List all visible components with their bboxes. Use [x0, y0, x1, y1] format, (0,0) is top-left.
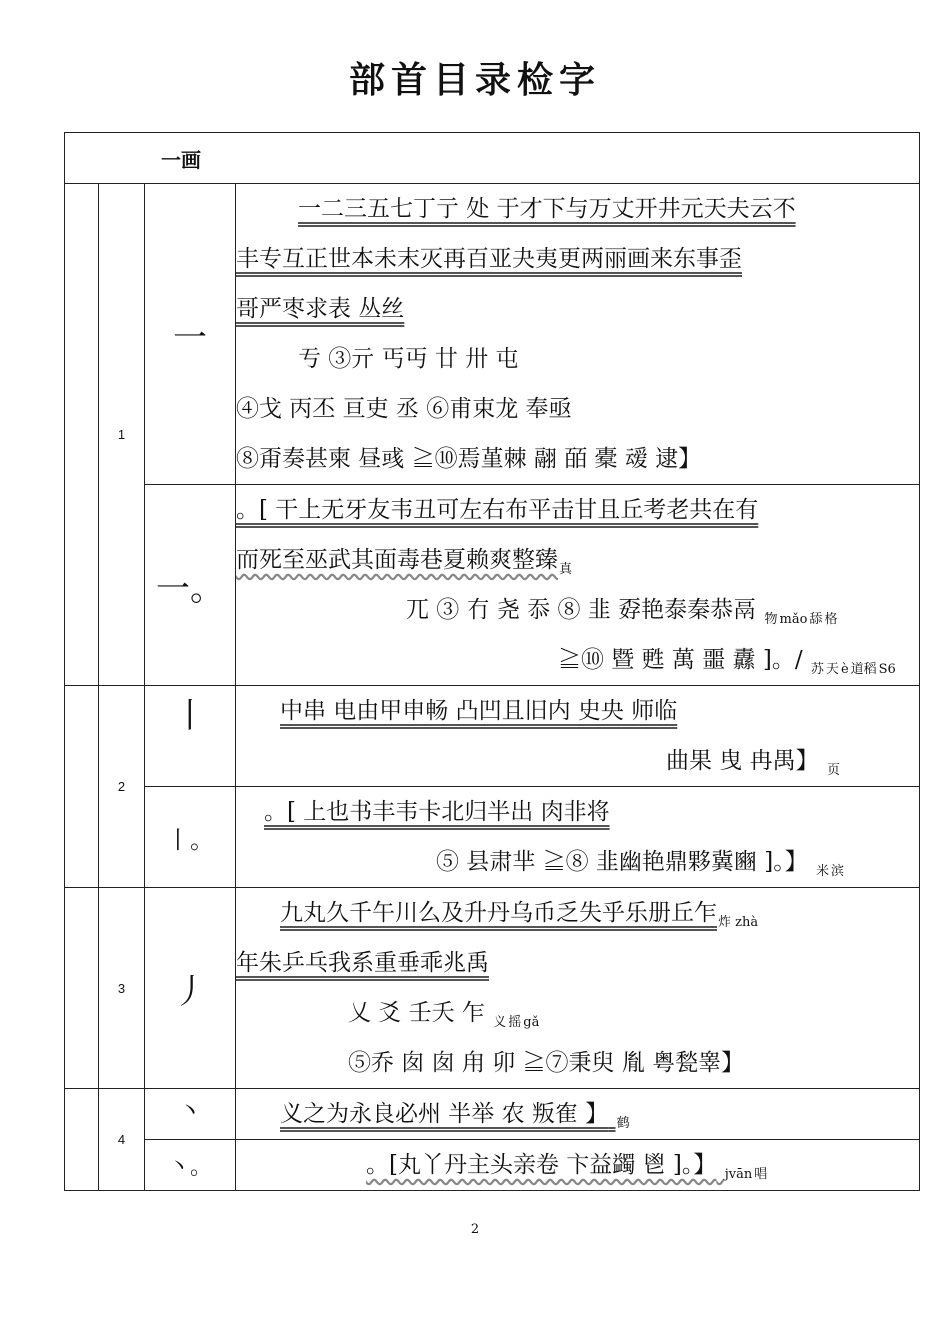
radical-index-table — [64, 132, 920, 1191]
stroke-header: 一画 — [65, 133, 920, 184]
radical: 丶。 — [145, 1140, 236, 1191]
table-row — [65, 686, 920, 787]
char-list: 。[丸丫丹主头亲卷 卞益蠲 鬯 ]。】 jvān 唱 — [236, 1140, 920, 1191]
table-row — [65, 1089, 920, 1140]
page-number: 2 — [470, 1222, 480, 1237]
radical: 丨。 — [145, 787, 236, 888]
char-list: 九丸久千午川么及升丹乌币乏失乎乐册丘乍炸 zhà 年朱乒乓我系重垂乖兆禹 乂 爻 壬夭 乍 义 摇 gǎ ⑤乔 囱 囱 甪 卯 ≧⑦秉臾 胤 粤甃睾】 — [236, 888, 920, 1089]
table-row — [65, 184, 920, 485]
char-list: 一二三五七丁亍 处 于才下与万丈开井元天夫云不 丰专互正世本未末灭再百亚夬夷更两丽画来东事歪 哥严枣求表 丛丝 亐 ③亓 丐丏 廿 卅 屯 ④戈 丙丕 亘吏 丞 ⑥甫束龙 奉亟 ⑧甭奏甚柬 昼彧 ≧⑩焉堇棘 翮 皕 橐 叆 逮】 — [236, 184, 920, 485]
row-number: 2 — [99, 686, 145, 888]
radical: 一。 — [145, 485, 236, 686]
row-number: 4 — [99, 1089, 145, 1191]
char-list: 。[ 干上无牙友韦丑可左右布平击甘且丘考老共在有 而死至巫武其面毒巷夏赖爽整臻真 兀 ③ 冇 尧 忝 ⑧ 韭 孬艳泰秦恭鬲 物 mǎo 舔 格 ≧⑩ 暨 甦 萬 噩 纛 ]。/ 苏 天 è 道稻 S6 — [236, 485, 920, 686]
row-number: 3 — [99, 888, 145, 1089]
table-row — [65, 787, 920, 888]
radical: 丶 — [145, 1089, 236, 1140]
char-list: 中串 电由甲申畅 凸凹且旧内 史央 师临 曲果 曳 冉禺】 页 — [236, 686, 920, 787]
char-list: 义之为永良必州 半举 农 叛隺 】 鹤 — [236, 1089, 920, 1140]
radical: 丨 — [145, 686, 236, 787]
table-row — [65, 485, 920, 686]
radical: 丿 — [145, 888, 236, 1089]
radical: 一 — [145, 184, 236, 485]
row-number: 1 — [99, 184, 145, 686]
table-row — [65, 1140, 920, 1191]
page-title: 部首目录检字 — [348, 60, 601, 101]
table-row — [65, 888, 920, 1089]
char-list: 。[ 上也书丰韦卡北归半出 肉非将 ⑤ 县肃芈 ≧⑧ 韭幽艳鼎夥冀豳 ]。】 米 滨 — [236, 787, 920, 888]
